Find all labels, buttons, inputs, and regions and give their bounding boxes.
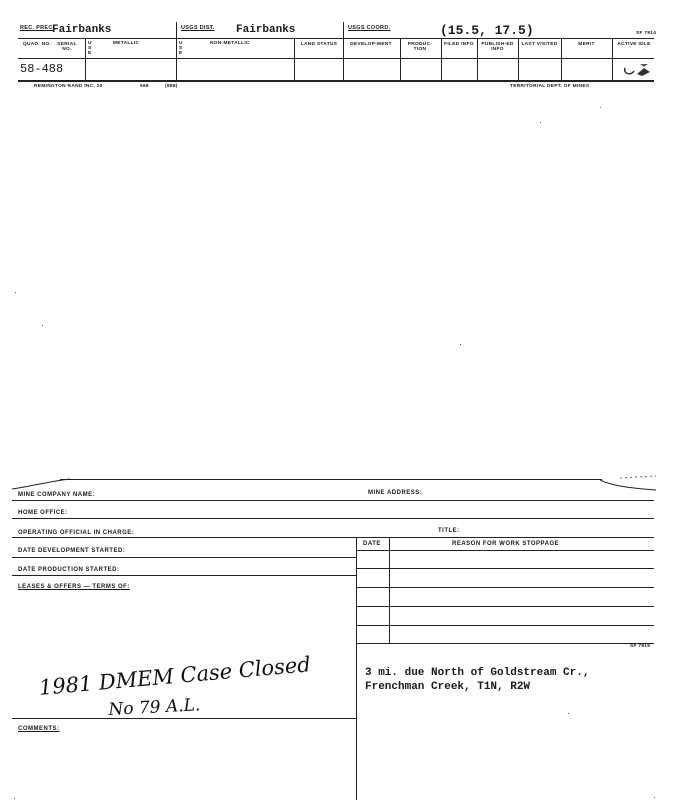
col-production: PRODUC-TION: [407, 42, 433, 52]
title-label: TITLE:: [438, 528, 460, 534]
usgs-dist-value: Fairbanks: [236, 24, 296, 36]
col-published-info: PUBLISH-ED INFO: [481, 42, 514, 52]
usgs-dist-label: USGS DIST.: [181, 25, 215, 31]
handwritten-note-line-2: No 79 A.L.: [108, 695, 201, 720]
location-line-2: Frenchman Creek, T1N, R2W: [365, 681, 531, 693]
mine-address-label: MINE ADDRESS:: [368, 490, 423, 496]
rec-prec-label: REC. PREC.: [20, 25, 55, 31]
col-last-visited: LAST VISITED: [521, 42, 558, 47]
serial-number-value: 58-488: [20, 62, 64, 76]
reason-column-label: REASON FOR WORK STOPPAGE: [452, 541, 560, 547]
date-development-started-label: DATE DEVELOPMENT STARTED:: [18, 548, 126, 554]
col-active-idle: ACTIVE IDLE: [617, 42, 651, 47]
date-production-started-label: DATE PRODUCTION STARTED:: [18, 567, 120, 573]
operating-official-label: OPERATING OFFICIAL IN CHARGE:: [18, 530, 135, 536]
col-merit: MERIT: [578, 42, 595, 47]
col-use-marks-metallic: U S E: [88, 41, 92, 56]
col-development: DEVELOP-MENT: [350, 42, 392, 47]
usgs-coord-label: USGS COORD.: [348, 25, 391, 31]
usgs-coord-value: (15.5, 17.5): [440, 23, 534, 38]
rec-prec-value: Fairbanks: [52, 24, 112, 36]
mine-company-name-label: MINE COMPANY NAME:: [18, 492, 96, 498]
col-metallic: METALLIC: [113, 41, 140, 46]
handwritten-note-line-1: 1981 DMEM Case Closed: [38, 652, 312, 700]
printer-code: 568: [140, 84, 149, 89]
date-column-label: DATE: [363, 541, 381, 547]
col-quad-no: QUAD. NO.: [22, 42, 52, 47]
col-non-metallic: NON-METALLIC: [210, 41, 250, 46]
leases-offers-label: LEASES & OFFERS — TERMS OF:: [18, 584, 130, 590]
form-number-front: SF 7914: [636, 31, 657, 36]
form-number-back: SF 7915: [630, 644, 651, 649]
col-serial-no: SERIAL NO.: [57, 42, 77, 52]
home-office-label: HOME OFFICE:: [18, 510, 68, 516]
comments-label: COMMENTS:: [18, 726, 60, 732]
department-imprint: TERRITORIAL DEPT. OF MINES: [510, 84, 590, 89]
location-line-1: 3 mi. due North of Goldstream Cr.,: [365, 667, 590, 679]
col-use-marks-nonmetallic: U S E: [179, 41, 183, 56]
col-land-status: LAND STATUS: [300, 42, 338, 47]
col-filed-info: FILED INFO: [444, 42, 474, 47]
active-idle-mark: [622, 62, 652, 78]
printer-imprint: REMINGTON RAND INC. 20: [34, 84, 103, 89]
printer-code-2: (888): [165, 84, 178, 89]
